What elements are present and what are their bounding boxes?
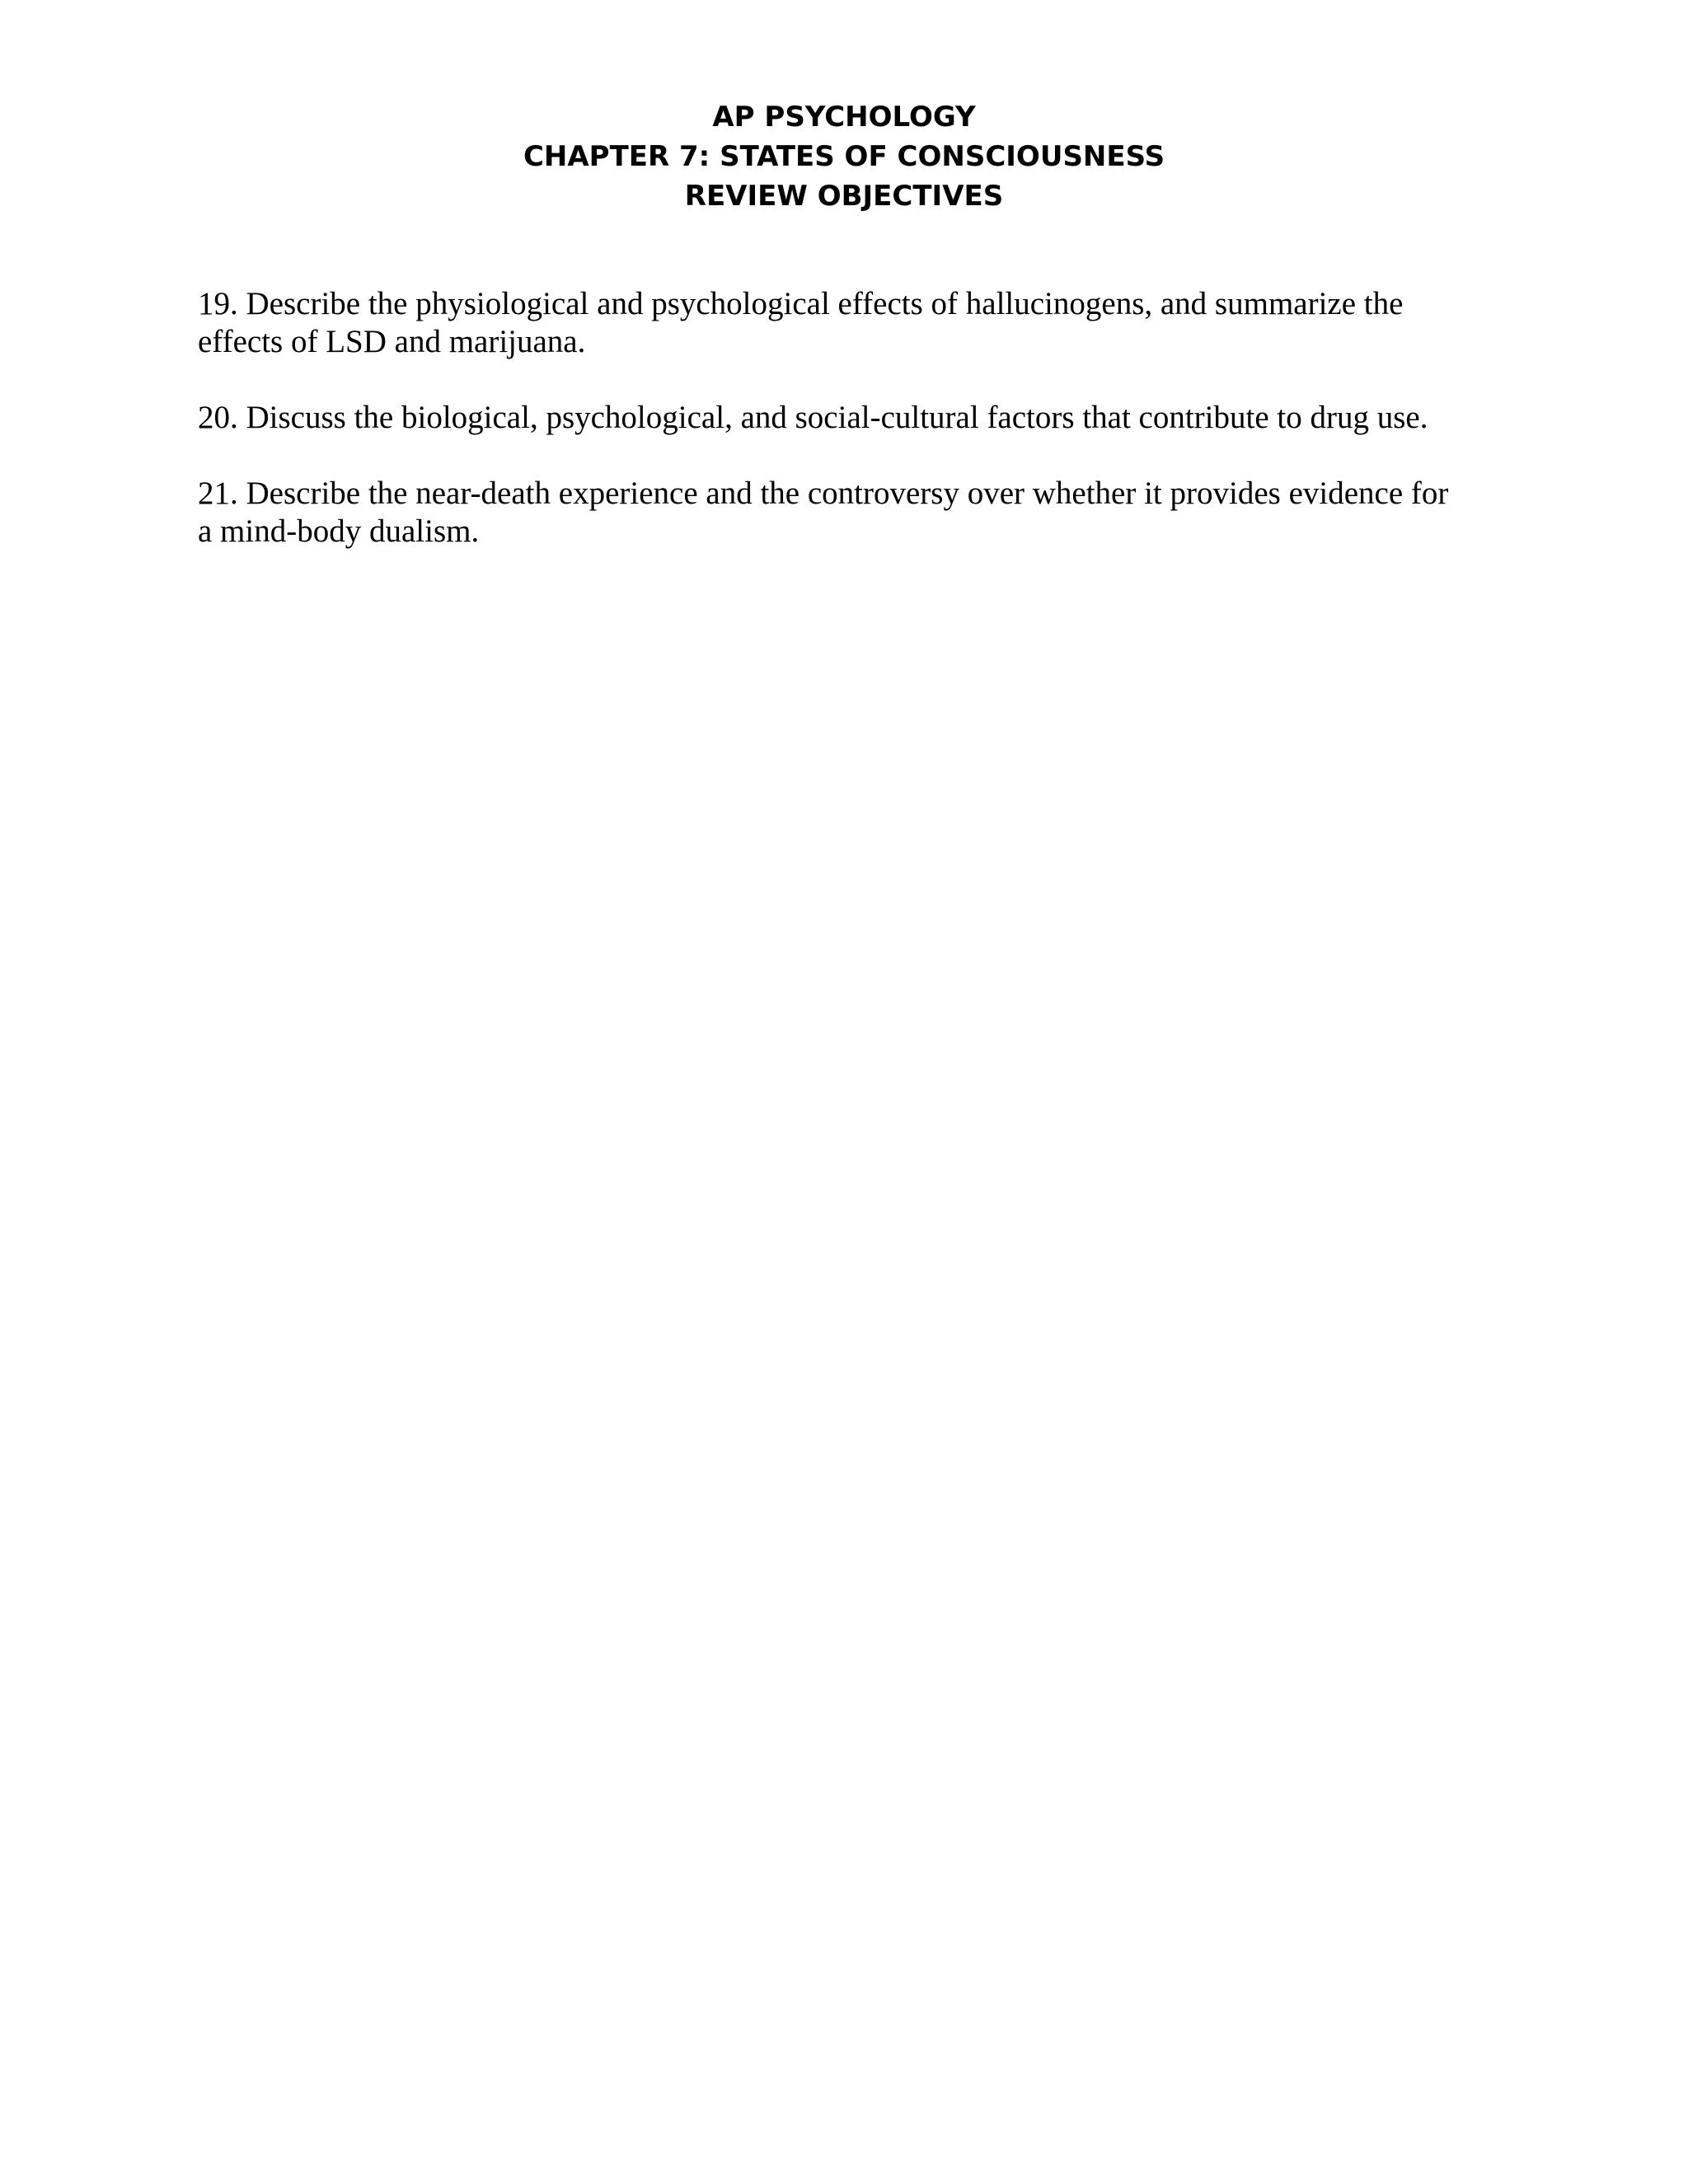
course-title: AP PSYCHOLOGY [712,101,976,134]
objective-line: 19. Describe the physiological and psychological effects of hallucinogens, and summarize the [198,286,1404,321]
objective-line: 20. Discuss the biological, psychological, and social-cultural factors that contribute to drug use. [198,400,1428,435]
objective-line: 21. Describe the near-death experience and the controversy over whether it provides evidence for [198,476,1449,511]
chapter-title: CHAPTER 7: STATES OF CONSCIOUSNESS [523,140,1165,173]
section-title: REVIEW OBJECTIVES [684,180,1004,213]
objectives-list [198,285,1500,588]
objective-19 [198,285,1500,361]
objective-line: effects of LSD and marijuana. [198,324,586,359]
objective-line: a mind-body dualism. [198,513,480,549]
objective-21 [198,475,1500,551]
objective-20 [198,399,1500,437]
document-header [0,97,1688,216]
